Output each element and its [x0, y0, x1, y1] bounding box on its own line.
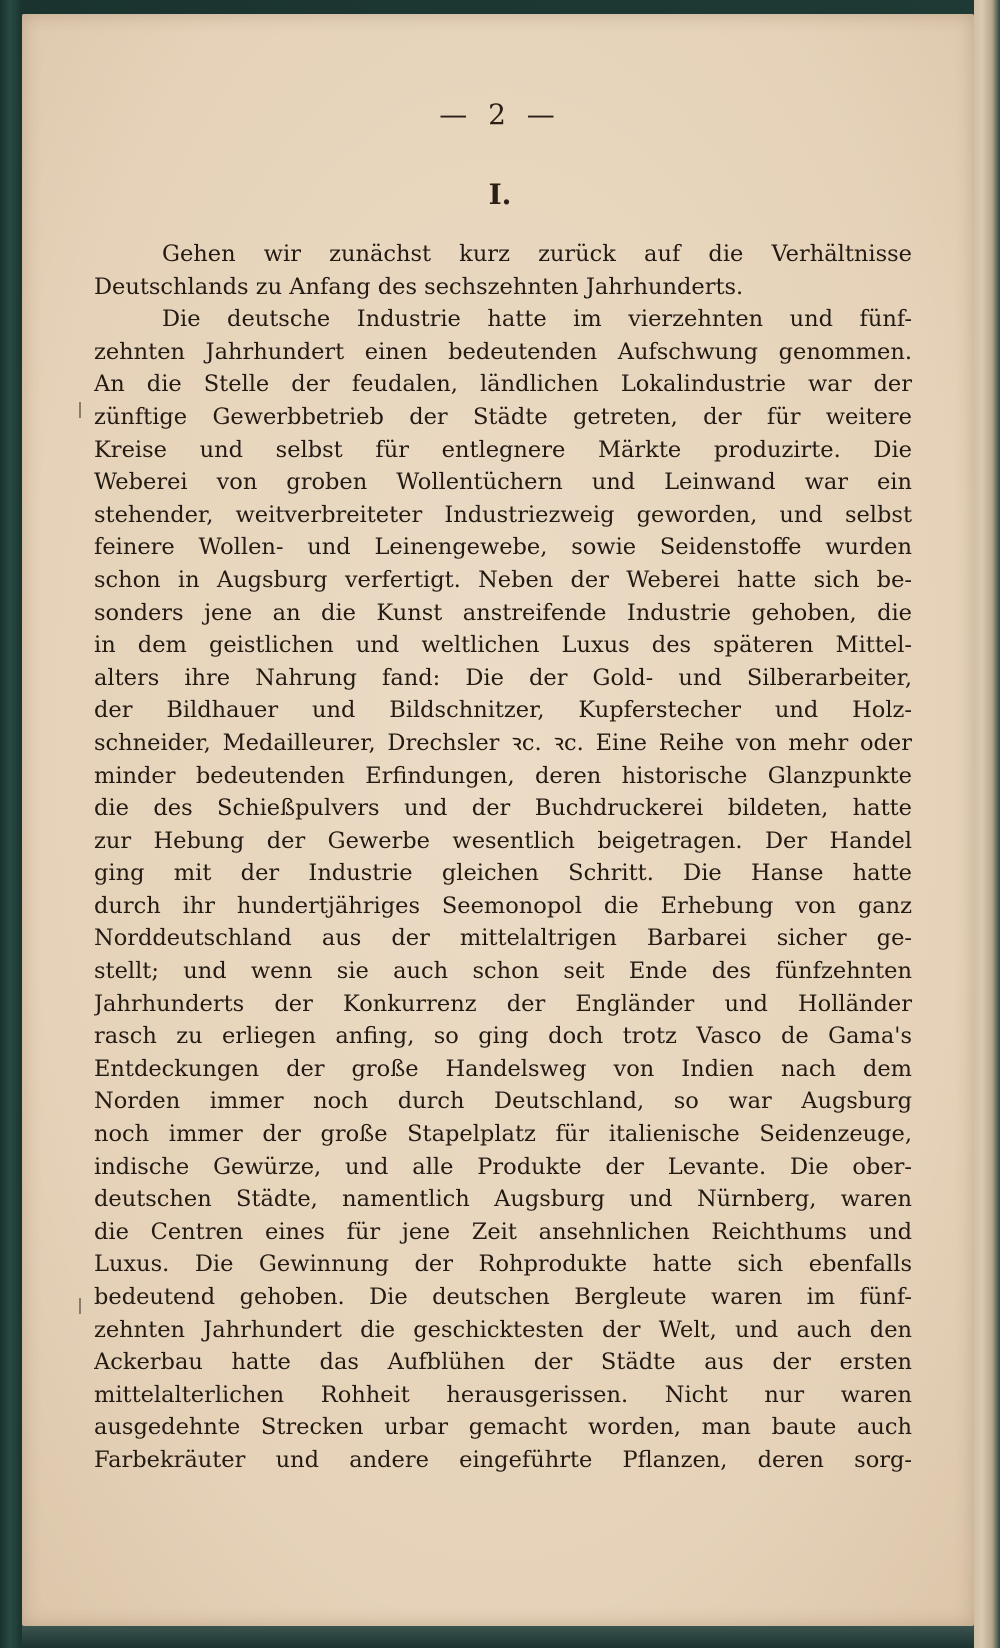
text-line: bedeutend gehoben. Die deutschen Bergleute waren im fünf- — [94, 1284, 912, 1310]
text-line: ausgedehnte Strecken urbar gemacht worden, man baute auch — [94, 1414, 912, 1441]
text-line: Kreise und selbst für entlegnere Märkte produzirte. Die — [94, 436, 912, 463]
text-line: zünftige Gewerbbetrieb der Städte getreten, der für weitere — [94, 403, 912, 430]
text-line: zur Hebung der Gewerbe wesentlich beigetragen. Der Handel — [94, 827, 912, 854]
text-line: Weberei von groben Wollentüchern und Leinwand war ein — [94, 469, 912, 496]
text-line: Entdeckungen der große Handelsweg von Indien nach dem — [94, 1055, 912, 1082]
text-line: zehnten Jahrhundert die geschicktesten der Welt, und auch den — [94, 1316, 912, 1343]
text-line: Deutschlands zu Anfang des sechszehnten Jahrhunderts. — [94, 273, 744, 300]
text-line: durch ihr hundertjähriges Seemonopol die Erhebung von ganz — [94, 892, 912, 919]
text-line: die des Schießpulvers und der Buchdruckerei bildeten, hatte — [94, 795, 912, 822]
text-line: Farbekräuter und andere eingeführte Pflanzen, deren sorg- — [94, 1446, 912, 1473]
text-line: An die Stelle der feudalen, ländlichen Lokalindustrie war der — [94, 371, 912, 398]
section-numeral: I. — [488, 178, 512, 211]
book-bottom-edge — [22, 1626, 974, 1648]
text-line: schon in Augsburg verfertigt. Neben der Weberei hatte sich be- — [94, 566, 912, 593]
text-line: in dem geistlichen und weltlichen Luxus des späteren Mittel- — [94, 632, 912, 659]
text-line: noch immer der große Stapelplatz für italienische Seidenzeuge, — [94, 1121, 912, 1148]
text-line: minder bedeutenden Erfindungen, deren historische Glanzpunkte — [94, 762, 912, 789]
text-line: Die deutsche Industrie hatte im vierzehnten und fünf- — [162, 306, 912, 333]
text-line: zehnten Jahrhundert einen bedeutenden Aufschwung genommen. — [94, 338, 912, 365]
page-number: — 2 — — [439, 98, 561, 131]
text-line: ging mit der Industrie gleichen Schritt. Die Hanse hatte — [94, 860, 912, 887]
text-line: stellt; und wenn sie auch schon seit Ende des fünfzehnten — [94, 958, 912, 985]
text-line: sonders jene an die Kunst anstreifende Industrie gehoben, die — [94, 599, 912, 626]
text-line: indische Gewürze, und alle Produkte der Levante. Die ober- — [94, 1153, 912, 1180]
text-line: Gehen wir zunächst kurz zurück auf die Verhältnisse — [162, 241, 912, 267]
text-line: stehender, weitverbreiteter Industriezweig geworden, und selbst — [94, 501, 912, 528]
text-line: die Centren eines für jene Zeit ansehnlichen Reichthums und — [94, 1218, 912, 1245]
text-line: feinere Wollen- und Leinengewebe, sowie Seidenstoffe wurden — [94, 534, 912, 561]
body-text — [94, 238, 912, 1477]
page-stack-edge — [974, 0, 1000, 1648]
text-line: deutschen Städte, namentlich Augsburg und Nürnberg, waren — [94, 1186, 912, 1213]
text-line: Luxus. Die Gewinnung der Rohprodukte hatte sich ebenfalls — [94, 1251, 912, 1278]
text-line: mittelalterlichen Rohheit herausgerissen. Nicht nur waren — [94, 1381, 912, 1408]
text-line: schneider, Medailleurer, Drechsler ꝛc. ꝛc. Eine Reihe von mehr oder — [94, 729, 912, 756]
text-line: Ackerbau hatte das Aufblühen der Städte aus der ersten — [94, 1349, 912, 1376]
text-line: der Bildhauer und Bildschnitzer, Kupferstecher und Holz- — [94, 697, 912, 724]
margin-mark — [79, 1298, 81, 1314]
text-line: alters ihre Nahrung fand: Die der Gold- und Silberarbeiter, — [94, 664, 912, 691]
text-line: Jahrhunderts der Konkurrenz der Engländer und Holländer — [94, 990, 912, 1017]
text-line: Norden immer noch durch Deutschland, so war Augsburg — [94, 1088, 912, 1115]
text-line: rasch zu erliegen anfing, so ging doch trotz Vasco de Gama's — [94, 1023, 912, 1050]
margin-mark — [79, 402, 81, 418]
text-line: Norddeutschland aus der mittelaltrigen Barbarei sicher ge- — [94, 925, 912, 952]
